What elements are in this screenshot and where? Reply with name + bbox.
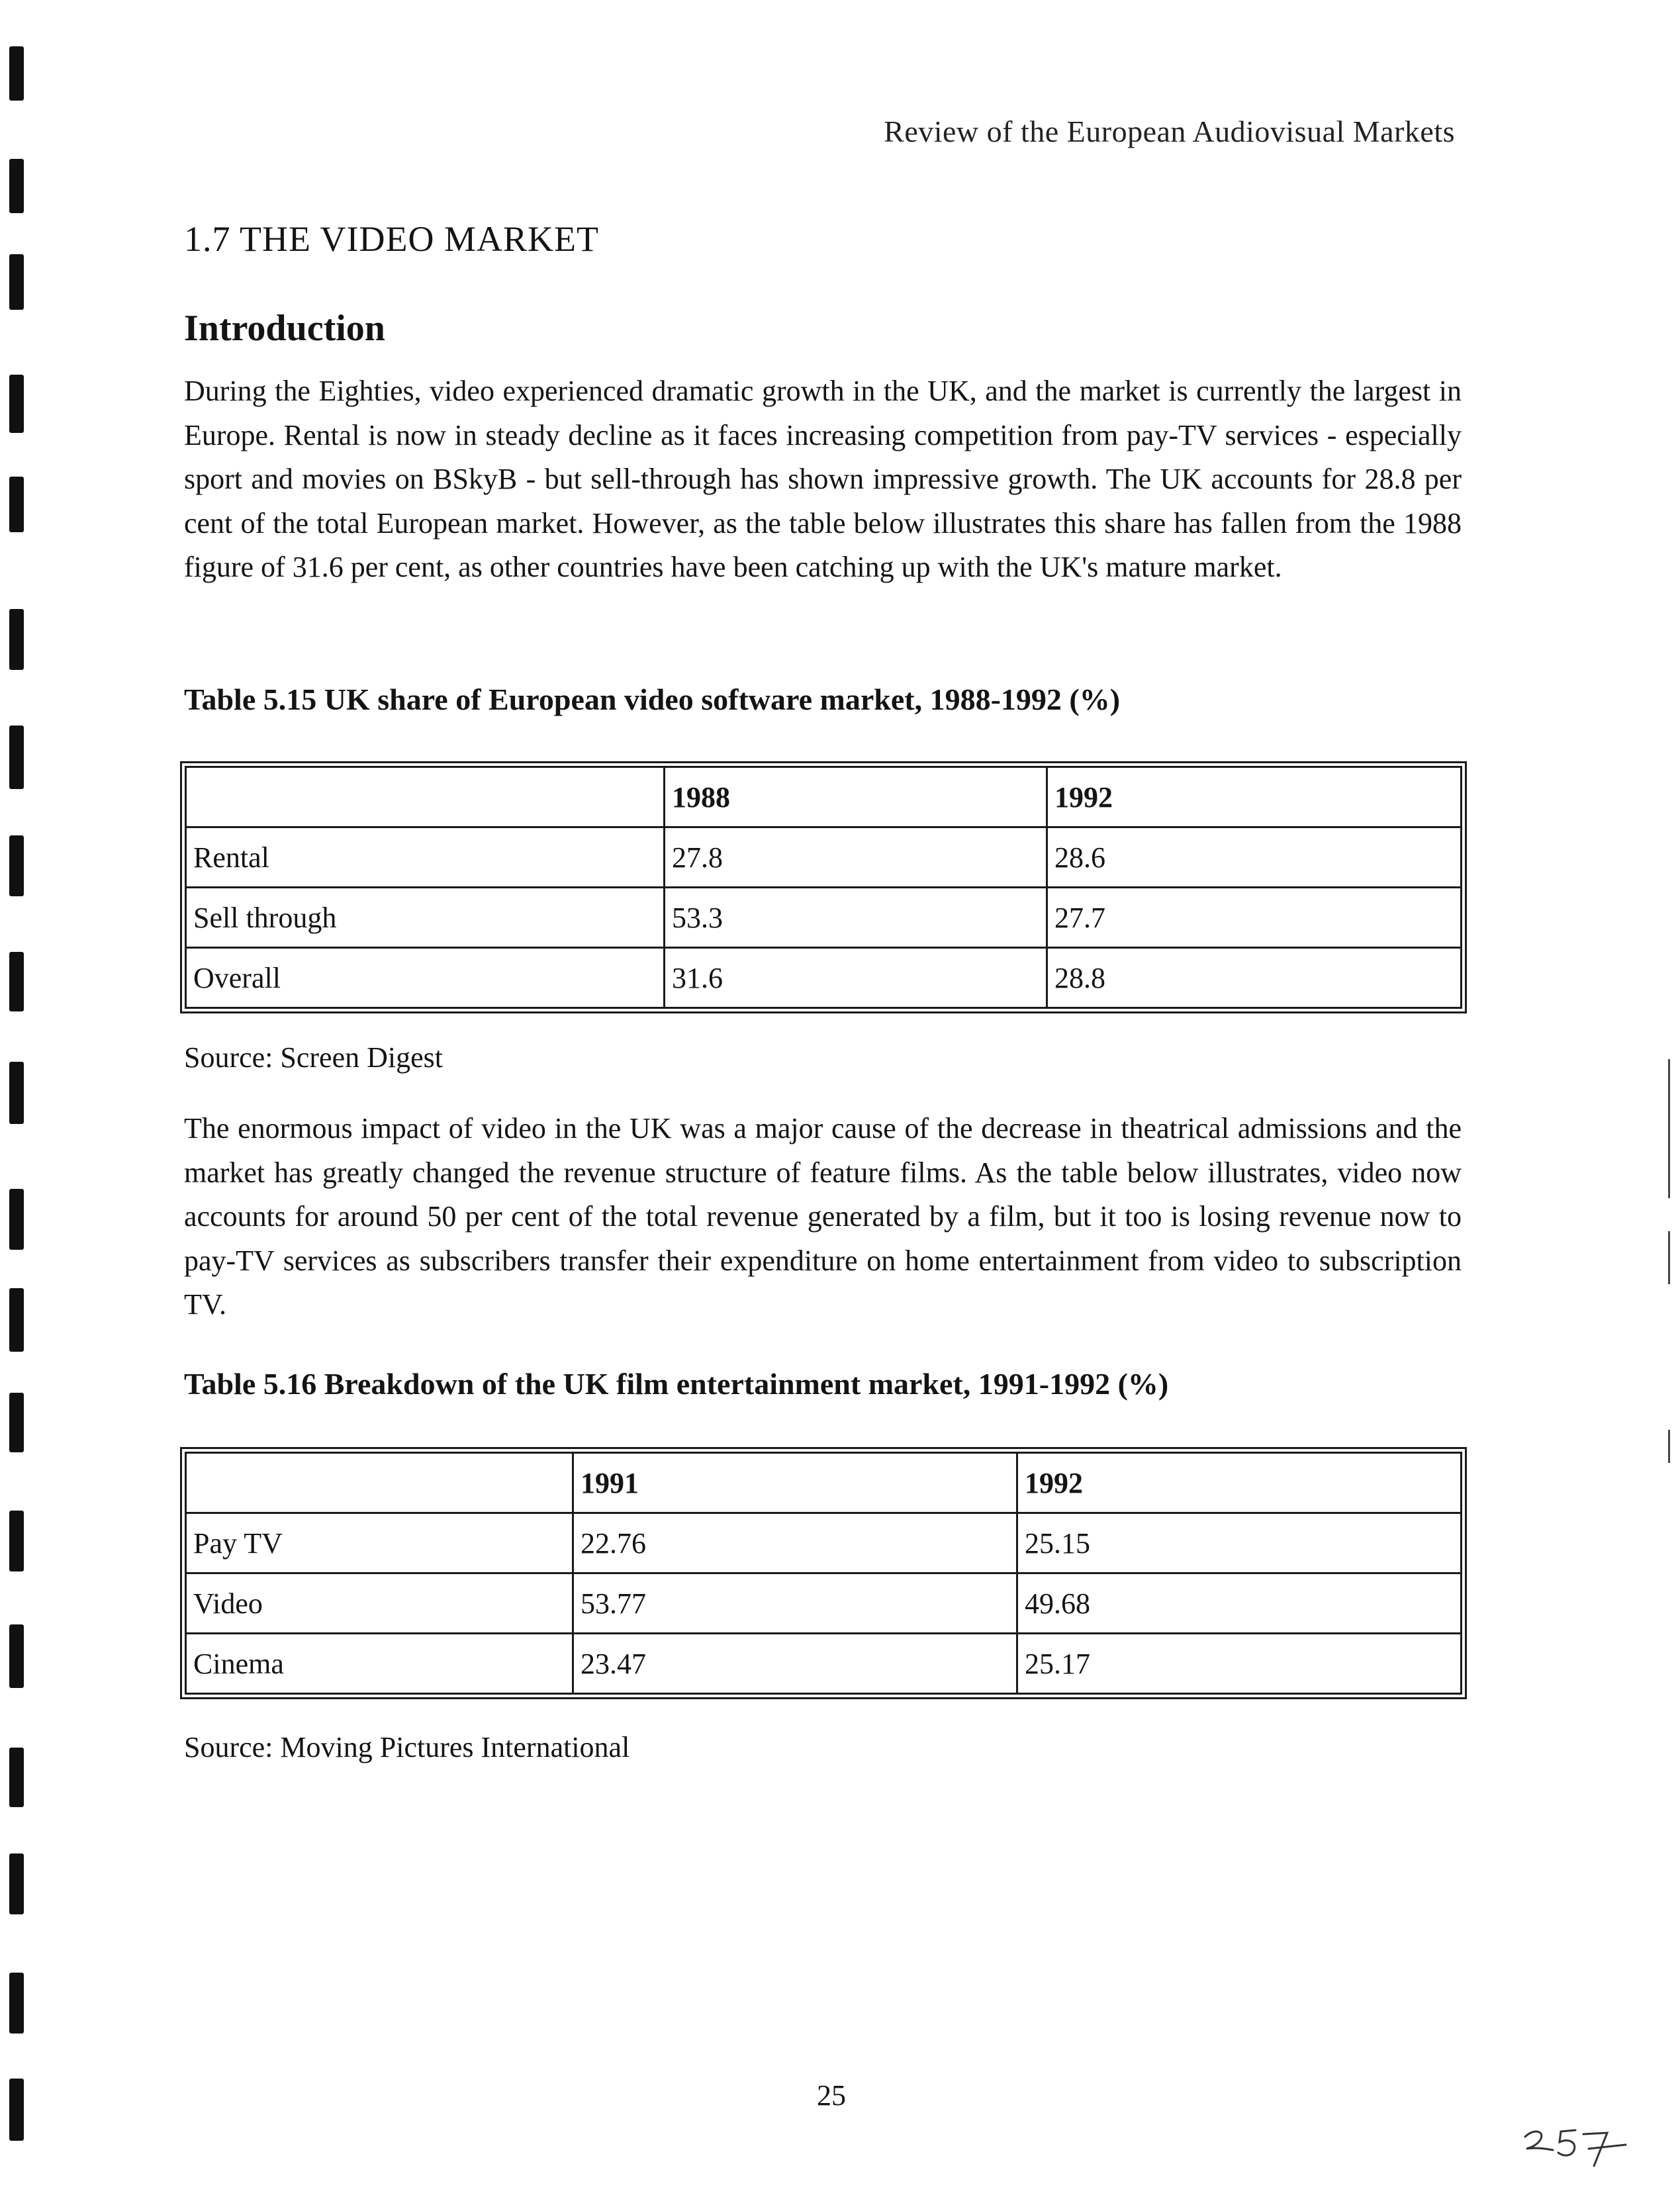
table-cell: 23.47 bbox=[573, 1634, 1017, 1694]
table-caption: Table 5.15 UK share of European video software market, 1988-1992 (%) bbox=[184, 682, 1121, 716]
table-header-row bbox=[186, 1453, 1462, 1513]
row-label: Overall bbox=[186, 948, 665, 1008]
row-label: Video bbox=[186, 1573, 573, 1634]
binding-mark bbox=[9, 1393, 24, 1452]
scan-edge-line bbox=[1668, 1059, 1670, 1198]
row-label: Rental bbox=[186, 827, 665, 888]
row-label: Sell through bbox=[186, 888, 665, 948]
table-row bbox=[186, 1513, 1462, 1573]
binding-mark bbox=[9, 1624, 24, 1688]
binding-mark bbox=[9, 1288, 24, 1352]
table-cell: 28.6 bbox=[1047, 827, 1462, 888]
binding-mark bbox=[9, 1853, 24, 1914]
page-number: 25 bbox=[817, 2079, 846, 2112]
table-cell: 28.8 bbox=[1047, 948, 1462, 1008]
table-cell: 31.6 bbox=[665, 948, 1047, 1008]
binding-mark bbox=[9, 477, 24, 532]
table-cell: 25.15 bbox=[1017, 1513, 1462, 1573]
section-title: 1.7 THE VIDEO MARKET bbox=[184, 219, 599, 259]
handwritten-page-number bbox=[1520, 2118, 1632, 2175]
scan-edge-line bbox=[1668, 1430, 1670, 1463]
table-caption: Table 5.16 Breakdown of the UK film entertainment market, 1991-1992 (%) bbox=[184, 1367, 1169, 1401]
table-cell: 22.76 bbox=[573, 1513, 1017, 1573]
table-header-cell bbox=[186, 1453, 573, 1513]
binding-mark bbox=[9, 1062, 24, 1124]
binding-mark bbox=[9, 835, 24, 896]
binding-mark bbox=[9, 609, 24, 670]
binding-mark bbox=[9, 1189, 24, 1250]
table-row bbox=[186, 1634, 1462, 1694]
binding-mark bbox=[9, 159, 24, 213]
table-cell: 27.7 bbox=[1047, 888, 1462, 948]
running-header: Review of the European Audiovisual Markets bbox=[884, 115, 1455, 148]
table-header-cell: 1991 bbox=[573, 1453, 1017, 1513]
table-row bbox=[186, 948, 1462, 1008]
binding-mark bbox=[9, 46, 24, 101]
binding-mark bbox=[9, 952, 24, 1011]
scan-edge-line bbox=[1668, 1231, 1670, 1284]
row-label: Cinema bbox=[186, 1634, 573, 1694]
table-header-cell: 1988 bbox=[665, 767, 1047, 827]
binding-mark bbox=[9, 375, 24, 433]
binding-mark bbox=[9, 2079, 24, 2141]
handwritten-number-drawing bbox=[1520, 2118, 1632, 2171]
table-row bbox=[186, 888, 1462, 948]
table-cell: 49.68 bbox=[1017, 1573, 1462, 1634]
table-cell: 25.17 bbox=[1017, 1634, 1462, 1694]
film-market-table bbox=[180, 1447, 1467, 1699]
row-label: Pay TV bbox=[186, 1513, 573, 1573]
table-cell: 27.8 bbox=[665, 827, 1047, 888]
binding-mark bbox=[9, 1511, 24, 1571]
table-cell: 53.3 bbox=[665, 888, 1047, 948]
binding-mark bbox=[9, 1973, 24, 2034]
table-header-cell: 1992 bbox=[1017, 1453, 1462, 1513]
table-header-cell bbox=[186, 767, 665, 827]
video-share-table bbox=[180, 761, 1467, 1013]
table-cell: 53.77 bbox=[573, 1573, 1017, 1634]
table-source: Source: Screen Digest bbox=[184, 1041, 443, 1074]
binding-mark bbox=[9, 254, 24, 310]
table-source: Source: Moving Pictures International bbox=[184, 1731, 630, 1763]
intro-heading: Introduction bbox=[184, 308, 385, 349]
table-row bbox=[186, 827, 1462, 888]
binding-mark bbox=[9, 1748, 24, 1807]
table-row bbox=[186, 1573, 1462, 1634]
table-header-cell: 1992 bbox=[1047, 767, 1462, 827]
intro-paragraph: During the Eighties, video experienced dramatic growth in the UK, and the market is currently the largest in Europe. Rental is now in steady decline as it faces increasing competition from pay-TV services - especially sport and movies on BSkyB - but sell-through has shown impressive growth. The UK accounts for 28.8 per cent of the total European market. However, as the table below illustrates this share has fallen from the 1988 figure of 31.6 per cent, as other countries have been catching up with the UK's mature market. bbox=[184, 375, 1462, 583]
binding-mark bbox=[9, 726, 24, 789]
table-header-row bbox=[186, 767, 1462, 827]
impact-paragraph: The enormous impact of video in the UK was a major cause of the decrease in theatrical admissions and the market has greatly changed the revenue structure of feature films. As the table below illustrates, video now accounts for around 50 per cent of the total revenue generated by a film, but it too is losing revenue now to pay-TV services as subscribers transfer their expenditure on home entertainment from video to subscription TV. bbox=[184, 1112, 1462, 1321]
